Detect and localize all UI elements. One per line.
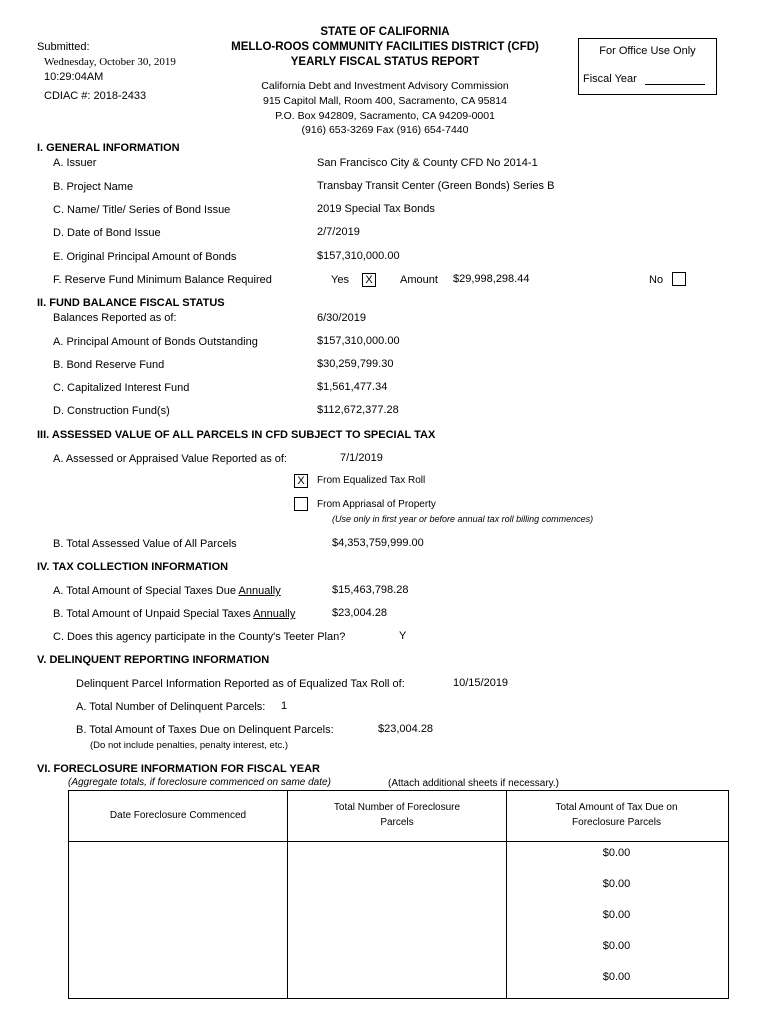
commission-phone: (916) 653-3269 Fax (916) 654-7440 <box>301 124 469 136</box>
col-amount-header-1: Total Amount of Tax Due on <box>555 802 678 813</box>
form-state-title: STATE OF CALIFORNIA <box>320 26 450 38</box>
equalized-roll-checkbox[interactable]: X <box>294 474 308 488</box>
foreclosure-note: (Aggregate totals, if foreclosure commenced on same date) <box>68 777 331 788</box>
cdiac-number: CDIAC #: 2018-2433 <box>44 90 147 102</box>
reserve-required-label: F. Reserve Fund Minimum Balance Required <box>53 274 272 286</box>
principal-value: $157,310,000.00 <box>317 250 400 262</box>
reserve-no-checkbox[interactable] <box>672 272 686 286</box>
section-1-title: I. GENERAL INFORMATION <box>37 142 180 154</box>
assessed-date: 7/1/2019 <box>340 452 383 464</box>
principal-label: E. Original Principal Amount of Bonds <box>53 251 237 263</box>
bond-date-value: 2/7/2019 <box>317 226 360 238</box>
issuer-label: A. Issuer <box>53 157 97 169</box>
project-value: Transbay Transit Center (Green Bonds) Series B <box>317 180 555 192</box>
bond-reserve-value: $30,259,799.30 <box>317 358 394 370</box>
submitted-date: Wednesday, October 30, 2019 <box>44 56 176 68</box>
section-3-title: III. ASSESSED VALUE OF ALL PARCELS IN CFD SUBJECT TO SPECIAL TAX <box>37 429 436 441</box>
table-row-amount: $0.00 <box>602 847 631 859</box>
delinquent-count-label: A. Total Number of Delinquent Parcels: <box>76 701 266 713</box>
taxes-due-annually: Annually <box>238 585 281 597</box>
fiscal-year-field <box>645 84 705 85</box>
section-2-title: II. FUND BALANCE FISCAL STATUS <box>37 297 225 309</box>
col-date-header: Date Foreclosure Commenced <box>109 810 247 821</box>
table-row-amount: $0.00 <box>602 878 631 890</box>
unpaid-taxes-label <box>53 608 295 620</box>
total-assessed-value: $4,353,759,999.00 <box>332 537 424 549</box>
col-amount-header-2: Foreclosure Parcels <box>572 817 661 828</box>
teeter-value: Y <box>399 630 407 642</box>
taxes-due-label-text: A. Total Amount of Special Taxes Due <box>53 585 239 597</box>
reserve-amount-label: Amount <box>400 274 438 286</box>
balances-date: 6/30/2019 <box>317 312 366 324</box>
form-district-title: MELLO-ROOS COMMUNITY FACILITIES DISTRICT (CFD) <box>231 41 539 53</box>
delinquent-reported-label: Delinquent Parcel Information Reported as of Equalized Tax Roll of: <box>76 678 405 690</box>
commission-name: California Debt and Investment Advisory Commission <box>261 80 509 92</box>
col-number-header-2: Parcels <box>380 817 414 828</box>
delinquent-taxes-note: (Do not include penalties, penalty interest, etc.) <box>90 740 289 751</box>
assessed-label: A. Assessed or Appraised Value Reported as of: <box>53 453 287 465</box>
fiscal-year-label: Fiscal Year <box>583 73 637 85</box>
appraisal-label: From Appriasal of Property <box>317 499 436 510</box>
delinquent-taxes-value: $23,004.28 <box>378 723 434 735</box>
issuer-value: San Francisco City & County CFD No 2014-1 <box>317 157 538 169</box>
unpaid-taxes-annually: Annually <box>253 608 296 620</box>
col-number-header-1: Total Number of Foreclosure <box>333 802 461 813</box>
table-row-amount: $0.00 <box>602 971 631 983</box>
outstanding-label: A. Principal Amount of Bonds Outstanding <box>53 336 258 348</box>
submitted-label: Submitted: <box>37 41 90 53</box>
capitalized-interest-value: $1,561,477.34 <box>317 381 388 393</box>
section-6-title: VI. FORECLOSURE INFORMATION FOR FISCAL YEAR <box>37 763 320 775</box>
delinquent-reported-date: 10/15/2019 <box>453 677 509 689</box>
project-label: B. Project Name <box>53 181 134 193</box>
equalized-roll-label: From Equalized Tax Roll <box>317 475 426 486</box>
section-4-title: IV. TAX COLLECTION INFORMATION <box>37 561 229 573</box>
attach-note: (Attach additional sheets if necessary.) <box>388 778 560 789</box>
submitted-time: 10:29:04AM <box>44 71 104 83</box>
office-use-title: For Office Use Only <box>599 45 696 57</box>
taxes-due-label <box>53 585 281 597</box>
unpaid-taxes-label-text: B. Total Amount of Unpaid Special Taxes <box>53 608 254 620</box>
appraisal-checkbox[interactable] <box>294 497 308 511</box>
delinquent-taxes-label: B. Total Amount of Taxes Due on Delinquent Parcels: <box>76 724 334 736</box>
unpaid-taxes-value: $23,004.28 <box>332 607 388 619</box>
total-assessed-label: B. Total Assessed Value of All Parcels <box>53 538 237 550</box>
bond-name-label: C. Name/ Title/ Series of Bond Issue <box>53 204 231 216</box>
commission-address-1: 915 Capitol Mall, Room 400, Sacramento, CA 95814 <box>263 95 507 107</box>
taxes-due-value: $15,463,798.28 <box>332 584 409 596</box>
table-header-line <box>69 841 728 842</box>
construction-fund-value: $112,672,377.28 <box>317 404 399 416</box>
delinquent-count-value: 1 <box>281 700 288 712</box>
reserve-amount-value: $29,998,298.44 <box>453 273 530 285</box>
section-5-title: V. DELINQUENT REPORTING INFORMATION <box>37 654 270 666</box>
form-report-title: YEARLY FISCAL STATUS REPORT <box>290 56 480 68</box>
bond-reserve-label: B. Bond Reserve Fund <box>53 359 165 371</box>
balances-label: Balances Reported as of: <box>53 312 177 324</box>
reserve-yes-checkbox[interactable]: X <box>362 273 376 287</box>
appraisal-note: (Use only in first year or before annual tax roll billing commences) <box>332 514 594 524</box>
construction-fund-label: D. Construction Fund(s) <box>53 405 170 417</box>
foreclosure-table <box>68 790 729 999</box>
office-use-box <box>578 38 717 95</box>
outstanding-value: $157,310,000.00 <box>317 335 400 347</box>
capitalized-interest-label: C. Capitalized Interest Fund <box>53 382 190 394</box>
teeter-label: C. Does this agency participate in the County's Teeter Plan? <box>53 631 346 643</box>
table-row-amount: $0.00 <box>602 909 631 921</box>
commission-address-2: P.O. Box 942809, Sacramento, CA 94209-0001 <box>275 110 495 122</box>
reserve-no-label: No <box>649 274 664 286</box>
reserve-yes-label: Yes <box>331 274 349 286</box>
bond-date-label: D. Date of Bond Issue <box>53 227 161 239</box>
bond-name-value: 2019 Special Tax Bonds <box>317 203 435 215</box>
table-row-amount: $0.00 <box>602 940 631 952</box>
